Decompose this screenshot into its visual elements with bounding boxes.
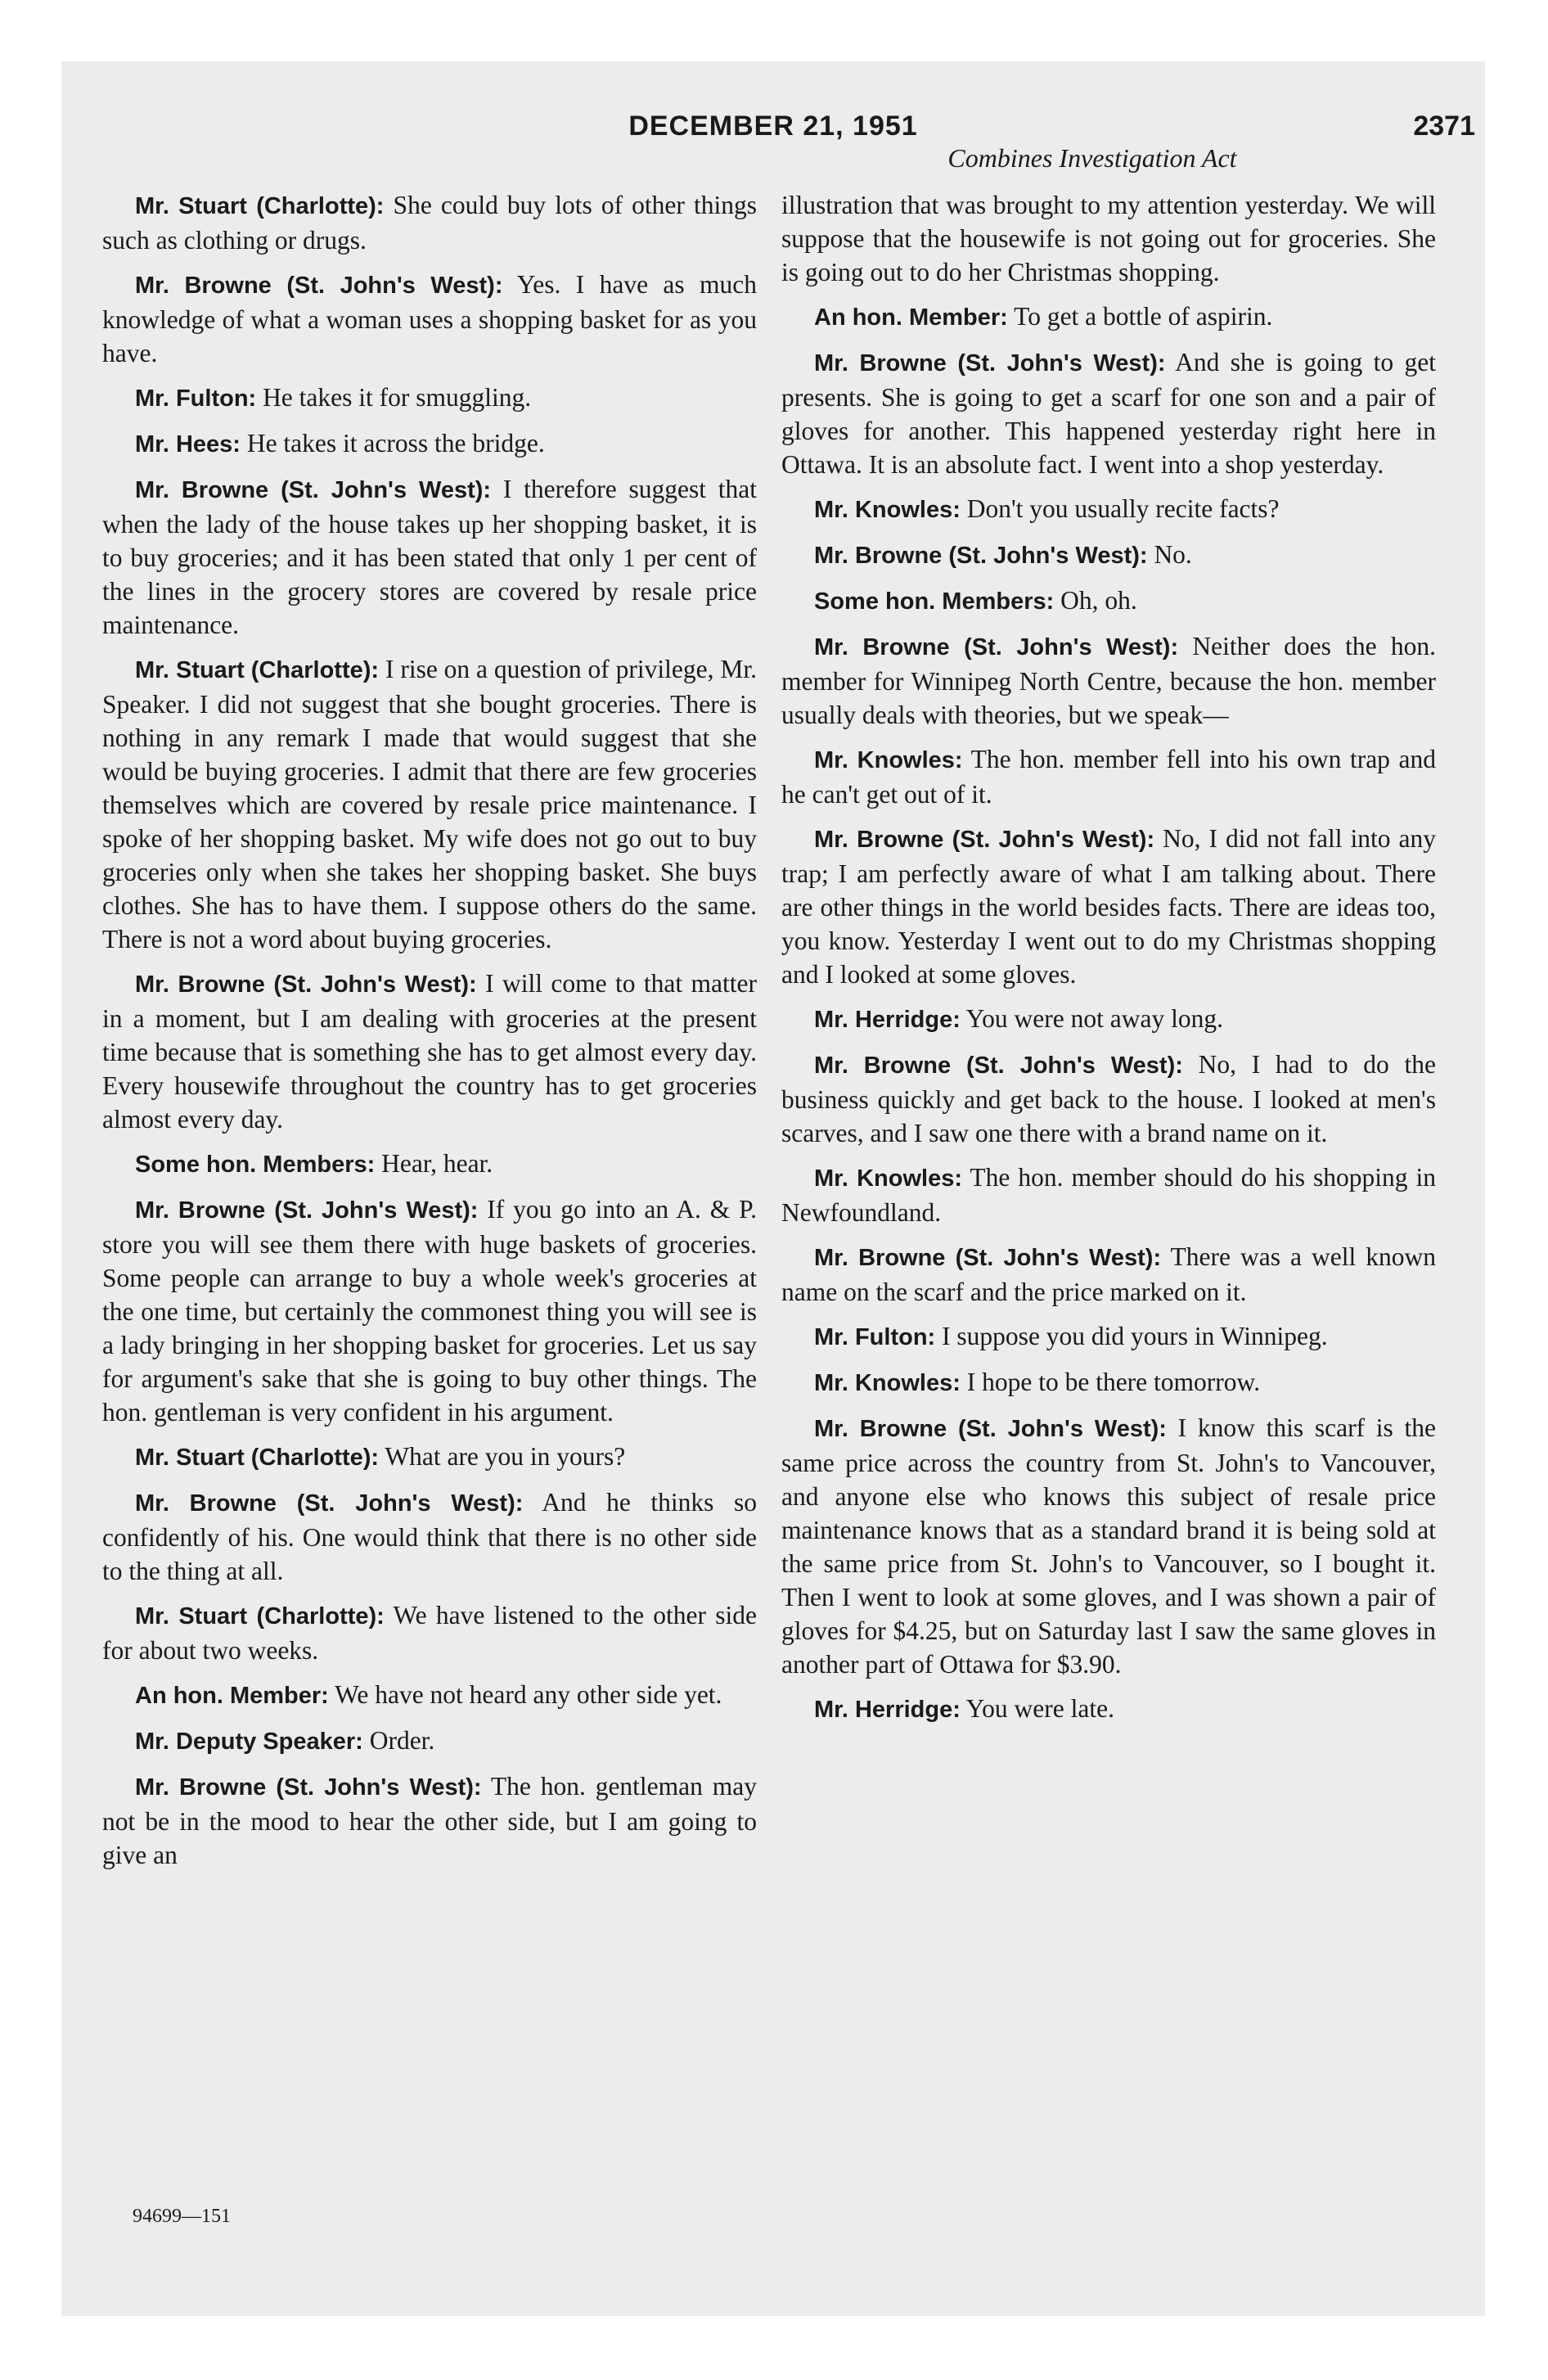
paragraph <box>781 492 1436 527</box>
speech-text: Order. <box>362 1726 435 1755</box>
speech-text: Oh, oh. <box>1054 586 1137 615</box>
paragraph <box>102 652 757 956</box>
speaker-name: Mr. Fulton: <box>814 1324 936 1350</box>
left-column <box>102 188 757 1882</box>
speaker-name: An hon. Member: <box>135 1683 329 1709</box>
speaker-name: Mr. Browne (St. John's West): <box>814 1053 1183 1079</box>
paragraph <box>781 629 1436 732</box>
paragraph <box>781 1411 1436 1681</box>
speaker-name: Some hon. Members: <box>814 588 1055 615</box>
speech-text: The hon. member fell into his own trap and he can't get out of it. <box>781 745 1436 809</box>
speech-text: Yes. I have as much knowledge of what a woman uses a shopping basket for as you have. <box>102 270 758 367</box>
speaker-name: Mr. Stuart (Charlotte): <box>135 1445 380 1471</box>
speaker-name: Mr. Knowles: <box>814 497 961 523</box>
speaker-name: Mr. Deputy Speaker: <box>135 1729 363 1755</box>
speech-text: illustration that was brought to my attention yesterday. We will suppose that the housewife is not going out for groceries. She is going out to do her Christmas shopping. <box>781 191 1436 286</box>
speech-text: There was a well known name on the scarf and the price marked on it. <box>781 1242 1436 1306</box>
speech-text: He takes it across the bridge. <box>240 429 545 458</box>
paragraph <box>781 345 1436 481</box>
speaker-name: Mr. Stuart (Charlotte): <box>135 193 385 219</box>
speaker-name: Mr. Herridge: <box>814 1697 961 1723</box>
paragraph <box>102 188 757 257</box>
speaker-name: Mr. Fulton: <box>135 385 257 412</box>
paragraph <box>102 426 757 462</box>
speech-text: You were late. <box>960 1694 1114 1723</box>
right-column <box>781 188 1436 1738</box>
paragraph <box>781 584 1436 619</box>
speech-text: To get a bottle of aspirin. <box>1007 302 1273 331</box>
speech-text: She could buy lots of other things such as clothing or drugs. <box>102 191 757 255</box>
section-subtitle: Combines Investigation Act <box>947 143 1237 173</box>
speaker-name: Mr. Browne (St. John's West): <box>135 477 492 503</box>
paragraph <box>781 1319 1436 1355</box>
paragraph <box>102 1147 757 1182</box>
speech-text: If you go into an A. & P. store you will see them there with huge baskets of groceries. Some people can arrange to buy a whole week's groceries at the one time, but certainly the commonest thing you will see is a lady bringing in her shopping basket for groceries. Let us say for argument's sake that she is going to buy other things. The hon. gentleman is very confident in his argument. <box>102 1195 757 1427</box>
paragraph <box>102 268 757 370</box>
paragraph <box>781 188 1436 289</box>
paragraph <box>102 1485 757 1588</box>
paragraph <box>102 1598 757 1667</box>
paragraph <box>781 300 1436 335</box>
speaker-name: Mr. Hees: <box>135 431 241 458</box>
paragraph <box>102 1440 757 1475</box>
speech-text: You were not away long. <box>960 1004 1223 1033</box>
speaker-name: Mr. Browne (St. John's West): <box>135 1774 482 1801</box>
speaker-name: Mr. Stuart (Charlotte): <box>135 657 380 683</box>
speech-text: And she is going to get presents. She is going to get a scarf for one son and a pair of gloves for another. This happened yesterday right here in Ottawa. It is an absolute fact. I went into a shop yesterday. <box>781 348 1437 479</box>
paragraph <box>781 742 1436 811</box>
speech-text: We have listened to the other side for about two weeks. <box>102 1601 757 1665</box>
speech-text: I suppose you did yours in Winnipeg. <box>935 1322 1328 1350</box>
speech-text: I rise on a question of privilege, Mr. Speaker. I did not suggest that she bought groceries. There is nothing in any remark I made that would suggest that she would be buying groceries. I admit that there are few groceries themselves which are covered by resale price maintenance. I spoke of her shopping basket. My wife does not go out to buy groceries only when she takes her shopping basket. She buys clothes. She has to have them. I suppose others do the same. There is not a word about buying groceries. <box>102 655 758 953</box>
speech-text: The hon. member should do his shopping in Newfoundland. <box>781 1163 1436 1227</box>
speech-text: No. <box>1147 540 1192 569</box>
speaker-name: Mr. Stuart (Charlotte): <box>135 1603 385 1629</box>
speaker-name: Mr. Browne (St. John's West): <box>814 350 1166 376</box>
speaker-name: Mr. Knowles: <box>814 747 963 773</box>
speaker-name: Mr. Knowles: <box>814 1370 961 1396</box>
speech-text: And he thinks so confidently of his. One would think that there is no other side to the thing at all. <box>102 1488 758 1585</box>
speech-text: He takes it for smuggling. <box>256 383 532 412</box>
speaker-name: Mr. Browne (St. John's West): <box>814 634 1179 660</box>
speaker-name: Mr. Browne (St. John's West): <box>135 1490 524 1517</box>
speaker-name: Mr. Browne (St. John's West): <box>135 971 477 998</box>
paragraph <box>781 1240 1436 1309</box>
paragraph <box>102 1678 757 1713</box>
speech-text: I know this scarf is the same price across the country from St. John's to Vancouver, and anyone else who knows this subject of resale price maintenance knows that as a standard brand it is being sold at the same price from St. John's to Vancouver, so I bought it. Then I went to look at some gloves, and I was shown a pair of gloves for $4.25, but on Saturday last I saw the same gloves in another part of Ottawa for $3.90. <box>781 1413 1436 1679</box>
speech-text: I will come to that matter in a moment, but I am dealing with groceries at the present time because that is something she has to get almost every day. Every housewife throughout the country has to get groceries almost every day. <box>102 969 757 1134</box>
page-number: 2371 <box>1413 110 1475 142</box>
header-date: DECEMBER 21, 1951 <box>628 110 918 142</box>
paragraph <box>781 538 1436 573</box>
paragraph <box>102 1724 757 1759</box>
speech-text: The hon. gentleman may not be in the mood to hear the other side, but I am going to give an <box>102 1772 757 1869</box>
speaker-name: Mr. Browne (St. John's West): <box>814 543 1148 569</box>
paragraph <box>781 1002 1436 1037</box>
paragraph <box>781 1365 1436 1400</box>
paragraph <box>102 967 757 1136</box>
speaker-name: Mr. Browne (St. John's West): <box>814 1245 1162 1271</box>
footer-code: 94699—151 <box>133 2206 231 2227</box>
speaker-name: Mr. Herridge: <box>814 1007 961 1033</box>
document-page <box>61 61 1485 2316</box>
speech-text: We have not heard any other side yet. <box>328 1680 722 1709</box>
paragraph <box>781 1161 1436 1229</box>
paragraph <box>781 1048 1436 1150</box>
speech-text: Hear, hear. <box>375 1149 493 1178</box>
speech-text: I hope to be there tomorrow. <box>960 1368 1261 1396</box>
paragraph <box>102 381 757 416</box>
speaker-name: Mr. Browne (St. John's West): <box>814 1416 1167 1442</box>
speaker-name: An hon. Member: <box>814 304 1008 331</box>
paragraph <box>102 1769 757 1872</box>
speech-text: Don't you usually recite facts? <box>960 494 1280 523</box>
paragraph <box>781 822 1436 991</box>
speech-text: I therefore suggest that when the lady of the house takes up her shopping basket, it is to buy groceries; and it has been stated that only 1 per cent of the lines in the grocery stores are covered by resale price maintenance. <box>102 475 758 639</box>
paragraph <box>102 472 757 642</box>
speech-text: Neither does the hon. member for Winnipeg North Centre, because the hon. member usually deals with theories, but we speak— <box>781 632 1436 729</box>
speech-text: No, I had to do the business quickly and get back to the house. I looked at men's scarves, and I saw one there with a brand name on it. <box>781 1050 1436 1147</box>
speaker-name: Some hon. Members: <box>135 1152 376 1178</box>
speaker-name: Mr. Knowles: <box>814 1165 962 1192</box>
speaker-name: Mr. Browne (St. John's West): <box>135 1197 479 1224</box>
speaker-name: Mr. Browne (St. John's West): <box>135 273 503 299</box>
paragraph <box>102 1192 757 1429</box>
speaker-name: Mr. Browne (St. John's West): <box>814 827 1155 853</box>
speech-text: What are you in yours? <box>379 1442 626 1471</box>
paragraph <box>781 1692 1436 1727</box>
speech-text: No, I did not fall into any trap; I am perfectly aware of what I am talking about. There are other things in the world besides facts. There are ideas too, you know. Yesterday I went out to do my Christmas shopping and I looked at some gloves. <box>781 824 1437 989</box>
